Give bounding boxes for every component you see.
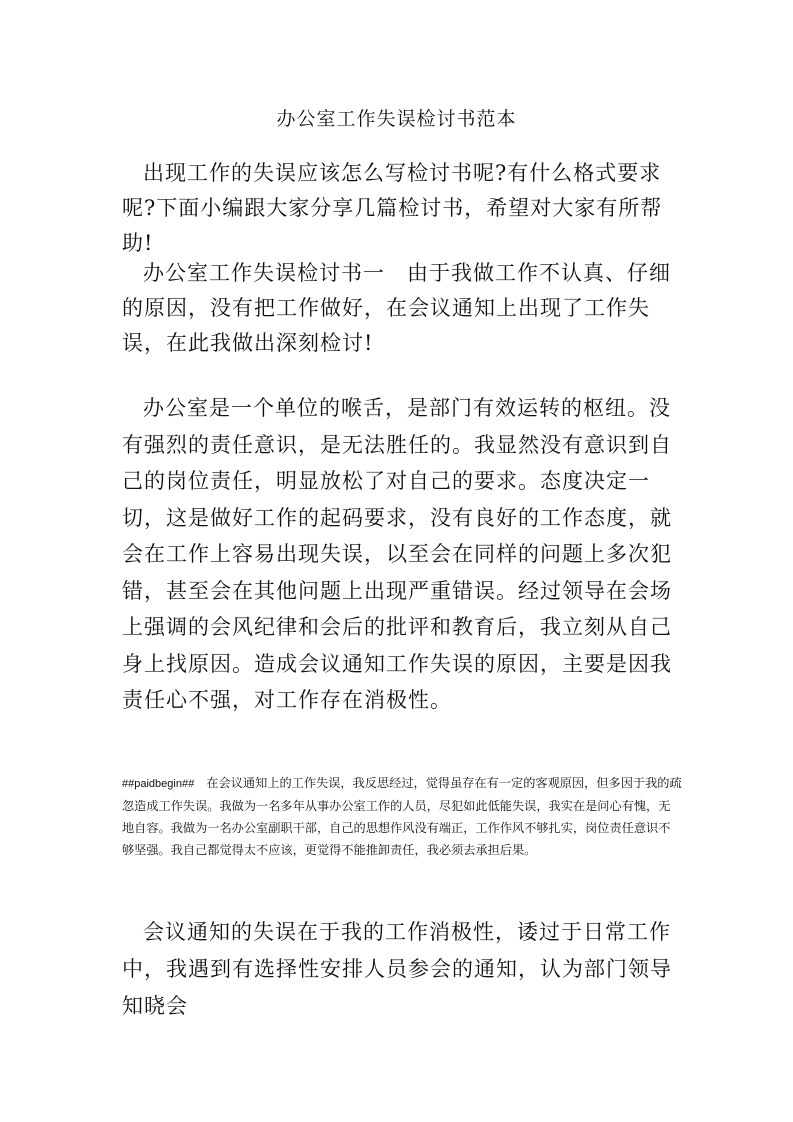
body-paragraph: 办公室是一个单位的喉舌，是部门有效运转的枢纽。没有强烈的责任意识，是无法胜任的。我显然没有意识到自己的岗位责任，明显放松了对自己的要求。态度决定一切，这是做好工作的起码要求，没有良好的工作态度，就会在工作上容易出现失误，以至会在同样的问题上多次犯错，甚至会在其他问题上出现严重错误。经过领导在会场上强调的会风纪律和会后的批评和教育后，我立刻从自己身上找原因。造成会议通知工作失误的原因，主要是因我责任心不强，对工作存在消极性。 <box>122 396 672 712</box>
last-paragraph: 会议通知的失误在于我的工作消极性，诿过于日常工作中，我遇到有选择性安排人员参会的通知，认为部门领导知晓会 <box>122 920 672 1018</box>
small-print-paragraph <box>122 772 682 861</box>
section-one-paragraph: 办公室工作失误检讨书一 由于我做工作不认真、仔细的原因，没有把工作做好，在会议通知上出现了工作失误，在此我做出深刻检讨! <box>122 261 671 355</box>
small-print-text: 在会议通知上的工作失误，我反思经过，觉得虽存在有一定的客观原因，但多因于我的疏忽造成工作失误。我做为一名多年从事办公室工作的人员，尽犯如此低能失误，我实在是问心有愧，无地自容。我做为一名办公室副职干部，自己的思想作风没有端正，工作作风不够扎实，岗位责任意识不够坚强。我自己都觉得太不应该，更觉得不能推卸责任，我必须去承担后果。 <box>122 776 682 857</box>
document-title: 办公室工作失误检讨书范本 <box>276 108 517 130</box>
paid-marker: ##paidbegin## <box>122 778 195 790</box>
intro-paragraph: 出现工作的失误应该怎么写检讨书呢?有什么格式要求呢?下面小编跟大家分享几篇检讨书，希望对大家有所帮助! <box>122 161 663 255</box>
